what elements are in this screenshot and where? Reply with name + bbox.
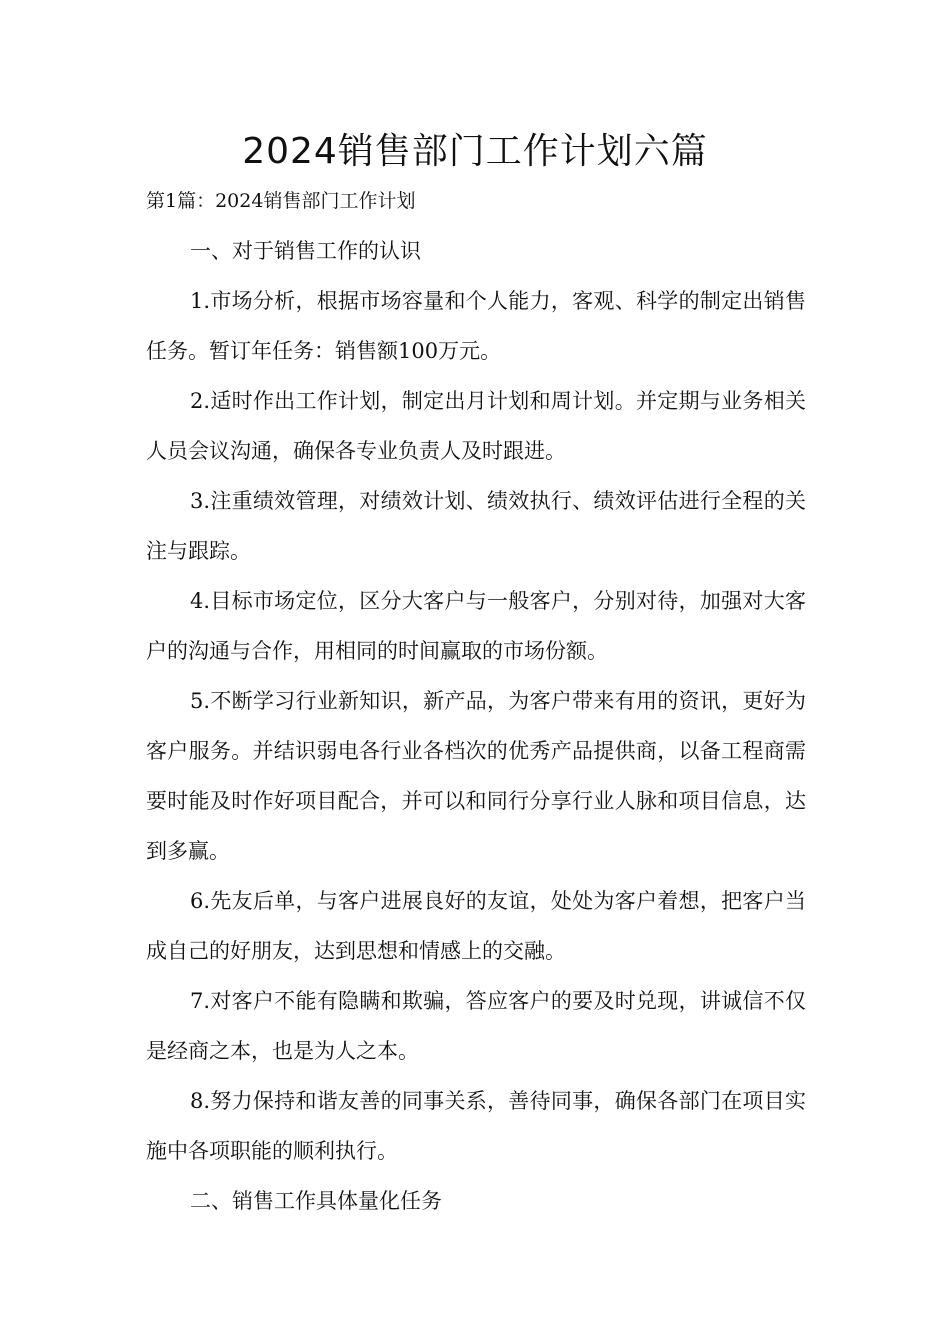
paragraph-item-2: 2.适时作出工作计划，制定出月计划和周计划。并定期与业务相关人员会议沟通，确保各专业负责人及时跟进。: [146, 389, 806, 463]
paragraph-item-3: 3.注重绩效管理，对绩效计划、绩效执行、绩效评估进行全程的关注与跟踪。: [146, 489, 806, 563]
paragraph-item-6: 6.先友后单，与客户进展良好的友谊，处处为客户着想，把客户当成自己的好朋友，达到思想和情感上的交融。: [146, 889, 806, 963]
paragraph-item-1: 1.市场分析，根据市场容量和个人能力，客观、科学的制定出销售任务。暂订年任务：销售额100万元。: [146, 289, 806, 363]
paragraph-item-8: 8.努力保持和谐友善的同事关系，善待同事，确保各部门在项目实施中各项职能的顺利执行。: [146, 1089, 806, 1163]
paragraph-heading-2: 二、销售工作具体量化任务: [190, 1189, 442, 1213]
document-title: 2024销售部门工作计划六篇: [242, 131, 708, 172]
document-body: [146, 226, 806, 1226]
paragraph-item-4: 4.目标市场定位，区分大客户与一般客户，分别对待，加强对大客户的沟通与合作，用相同的时间赢取的市场份额。: [146, 589, 806, 663]
section-subtitle: 第1篇：2024销售部门工作计划: [146, 190, 416, 212]
paragraph-item-7: 7.对客户不能有隐瞒和欺骗，答应客户的要及时兑现，讲诚信不仅是经商之本，也是为人之本。: [146, 989, 806, 1063]
paragraph-item-5: 5.不断学习行业新知识，新产品，为客户带来有用的资讯，更好为客户服务。并结识弱电各行业各档次的优秀产品提供商，以备工程商需要时能及时作好项目配合，并可以和同行分享行业人脉和项目信息，达到多赢。: [146, 689, 806, 863]
paragraph-heading-1: 一、对于销售工作的认识: [190, 239, 421, 263]
